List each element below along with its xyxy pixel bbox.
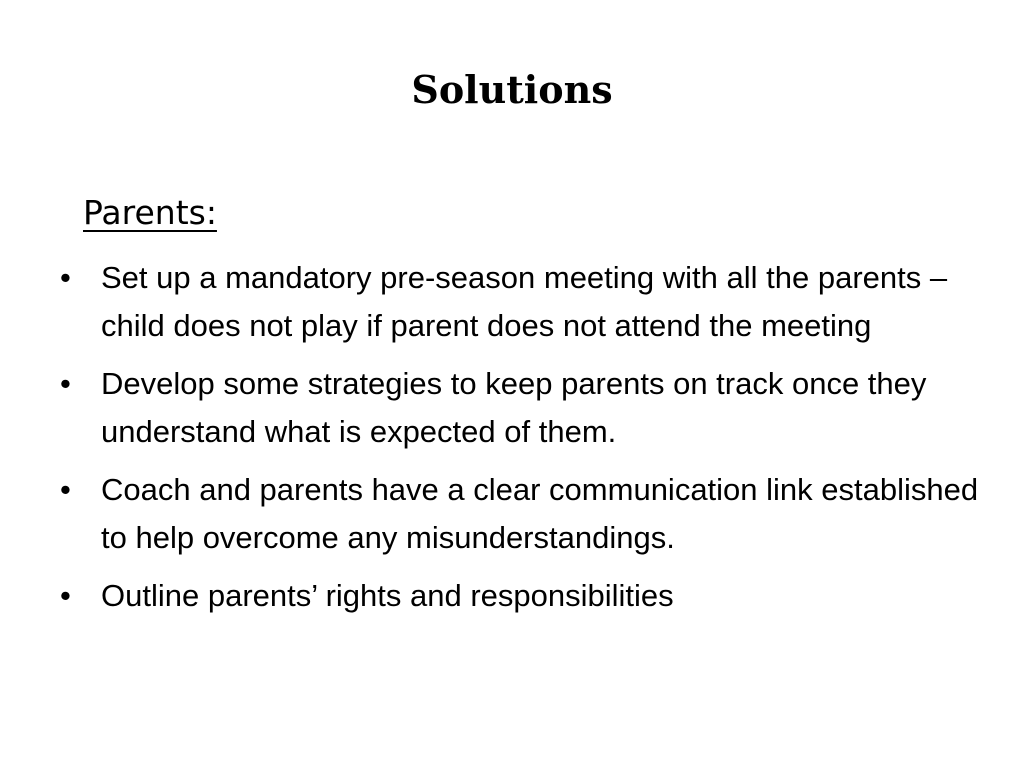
bullet-text: Outline parents’ rights and responsibilities [101,578,674,613]
bullet-list [56,254,986,630]
bullet-item [56,360,986,456]
bullet-item [56,466,986,562]
bullet-icon: • [60,260,71,295]
bullet-text: Set up a mandatory pre-season meeting with all the parents – child does not play if parent does not attend the meeting [101,260,948,343]
bullet-text: Develop some strategies to keep parents on track once they understand what is expected of them. [101,366,927,449]
bullet-item [56,254,986,350]
bullet-icon: • [60,366,71,401]
slide-title: Solutions [411,67,613,112]
bullet-text: Coach and parents have a clear communication link established to help overcome any misunderstandings. [101,472,979,555]
bullet-icon: • [60,472,71,507]
bullet-item [56,572,986,620]
bullet-icon: • [60,578,71,613]
section-heading: Parents: [83,193,217,232]
